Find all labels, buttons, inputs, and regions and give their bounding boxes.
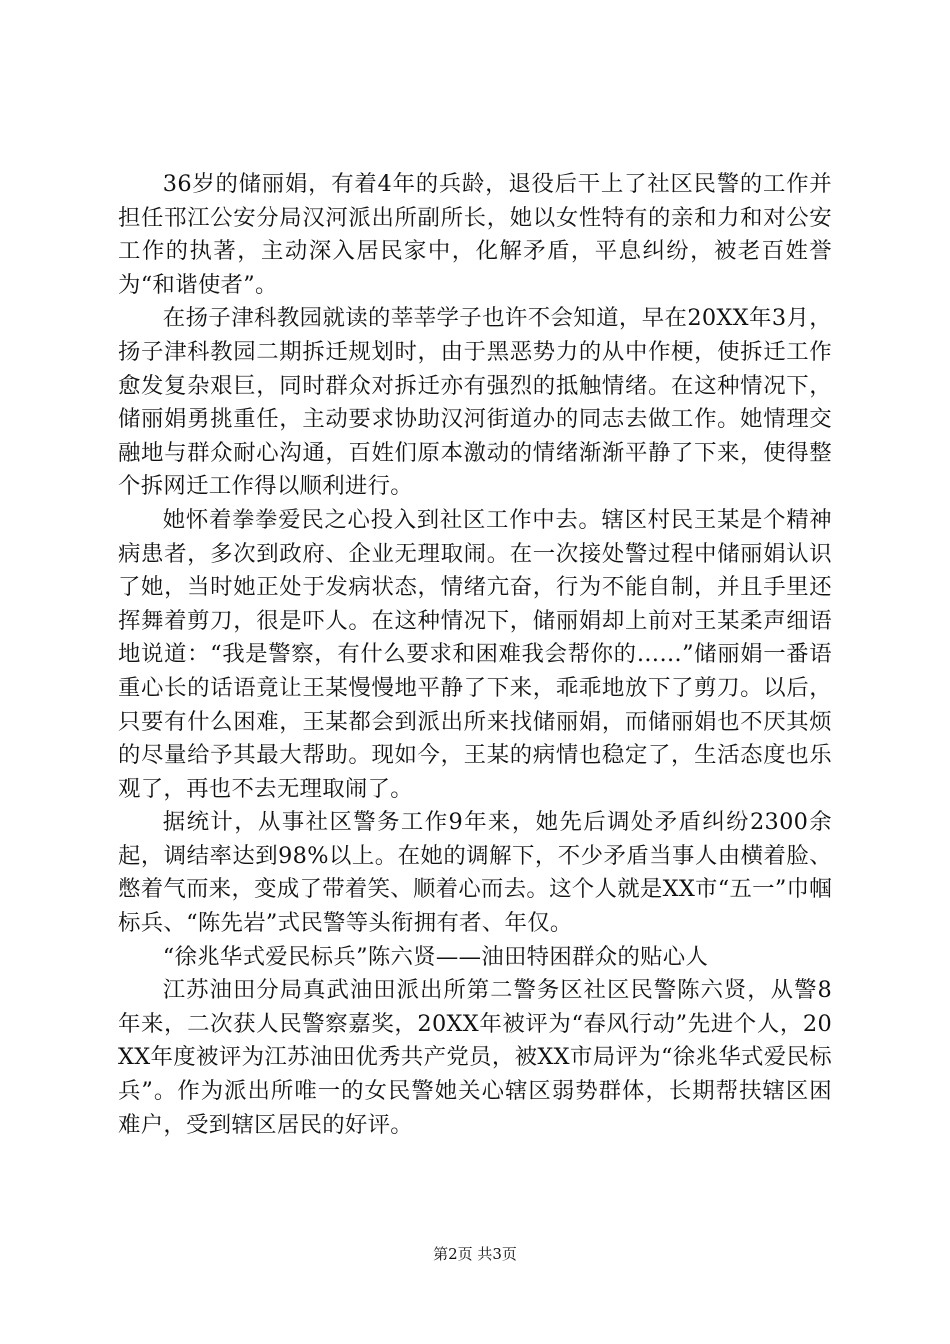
- paragraph-demolition-work: 在扬子津科教园就读的莘莘学子也许不会知道，早在20XX年3月，扬子津科教园二期拆迁规划时，由于黑恶势力的从中作梗，使拆迁工作愈发复杂艰巨，同时群众对拆迁亦有强烈的抵触情绪。在这种情况下，储丽娟勇挑重任，主动要求协助汉河街道办的同志去做工作。她情理交融地与群众耐心沟通，百姓们原本激动的情绪渐渐平静了下来，使得整个拆网迁工作得以顺利进行。: [118, 305, 832, 500]
- document-body: [118, 168, 832, 1142]
- paragraph-chu-lijuan-intro: 36岁的储丽娟，有着4年的兵龄，退役后干上了社区民警的工作并担任邗江公安分局汉河派出所副所长，她以女性特有的亲和力和对公安工作的执著，主动深入居民家中，化解矛盾，平息纠纷，被老百姓誉为“和谐使者”。: [118, 171, 832, 298]
- paragraph-statistics: 据统计，从事社区警务工作9年来，她先后调处矛盾纠纷2300余起，调结率达到98%以上。在她的调解下，不少矛盾当事人由横着脸、憋着气而来，变成了带着笑、顺着心而去。这个人就是XX市“五一”巾帼标兵、“陈先岩”式民警等头衔拥有者、年仅。: [118, 809, 833, 937]
- page-footer: 第2页 共3页: [433, 1245, 517, 1263]
- paragraph-chen-liuxian: 江苏油田分局真武油田派出所第二警务区社区民警陈六贤，从警8年来，二次获人民警察嘉奖，20XX年被评为“春风行动”先进个人，20XX年度被评为江苏油田优秀共产党员，被XX市局评为“徐兆华式爱民标兵”。作为派出所唯一的女民警她关心辖区弱势群体，长期帮扶辖区困难户，受到辖区居民的好评。: [118, 977, 832, 1138]
- paragraph-villager-wang: 她怀着拳拳爱民之心投入到社区工作中去。辖区村民王某是个精神病患者，多次到政府、企业无理取闹。在一次接处警过程中储丽娟认识了她，当时她正处于发病状态，情绪亢奋，行为不能自制，并且手里还挥舞着剪刀，很是吓人。在这种情况下，储丽娟却上前对王某柔声细语地说道：“我是警察，有什么要求和困难我会帮你的……”储丽娟一番语重心长的话语竟让王某慢慢地平静了下来，乖乖地放下了剪刀。以后，只要有什么困难，王某都会到派出所来找储丽娟，而储丽娟也不厌其烦的尽量给予其最大帮助。现如今，王某的病情也稳定了，生活态度也乐观了，再也不去无理取闹了。: [118, 506, 832, 802]
- section-heading-chen-liuxian: “徐兆华式爱民标兵”陈六贤——油田特困群众的贴心人: [162, 943, 709, 970]
